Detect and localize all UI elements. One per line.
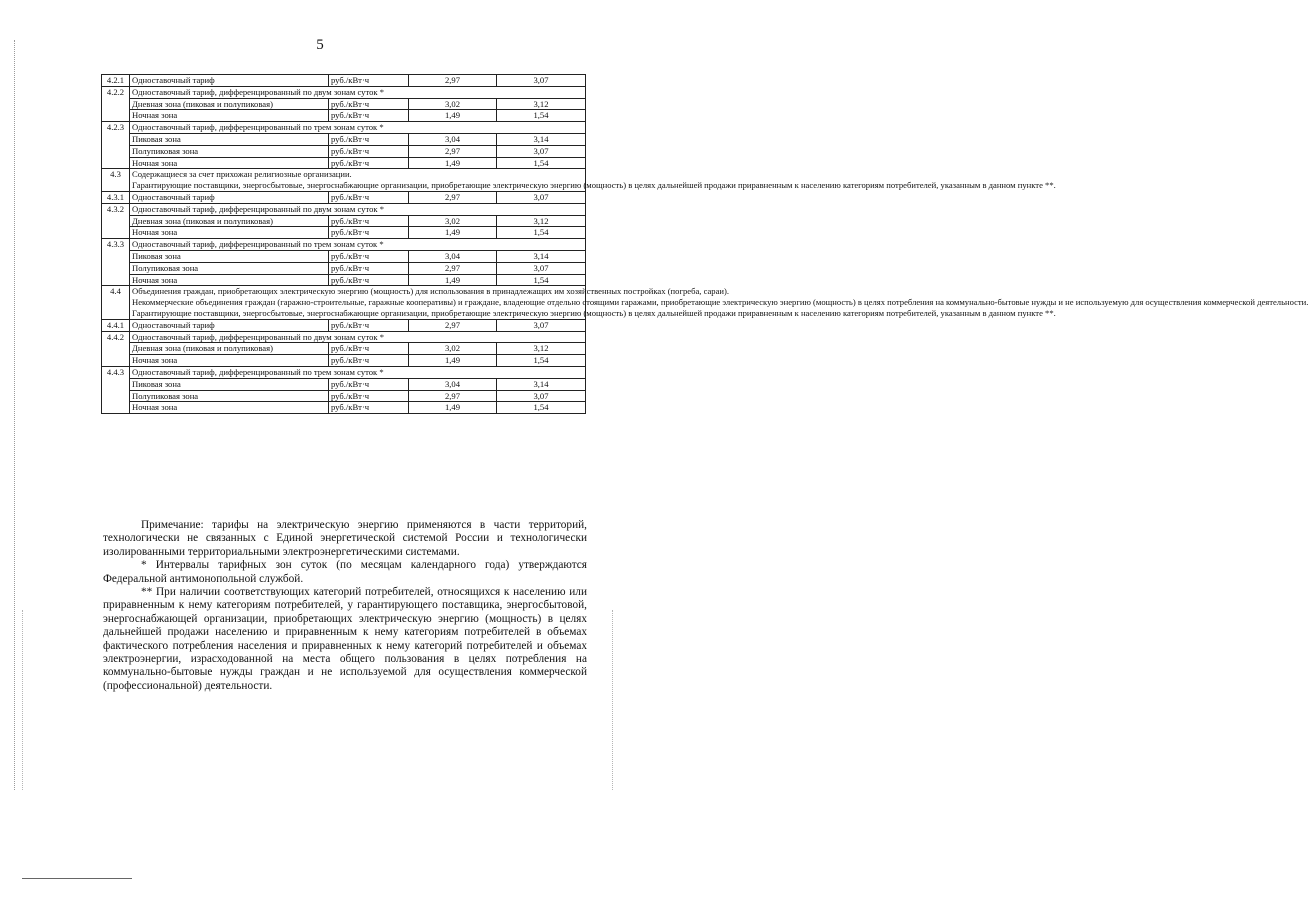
table-row xyxy=(102,203,586,215)
tariff-zone-name: Полупиковая зона xyxy=(130,390,329,402)
tariff-group-heading: Одноставочный тариф, дифференцированный по двум зонам суток * xyxy=(130,203,586,215)
tariff-value-h2: 3,07 xyxy=(497,319,586,331)
row-number: 4.4 xyxy=(102,286,130,319)
table-row xyxy=(102,239,586,251)
table-row xyxy=(102,215,586,227)
table-row xyxy=(102,355,586,367)
tariff-unit: руб./кВт·ч xyxy=(329,145,409,157)
tariff-value-h2: 1,54 xyxy=(497,157,586,169)
tariff-group-heading: Одноставочный тариф, дифференцированный по трем зонам суток * xyxy=(130,366,586,378)
table-row xyxy=(102,343,586,355)
category-paragraph: Некоммерческие объединения граждан (гаражно-строительные, гаражные кооперативы) и граждане, владеющие отдельно стоящими гаражами, приобретающие электрическую энергию (мощность) в целях потребления на коммунально-бытовые нужды и не используемую для осуществления коммерческой деятельности. xyxy=(132,297,1308,308)
table-row xyxy=(102,227,586,239)
table-row xyxy=(102,157,586,169)
tariff-name: Одноставочный тариф xyxy=(130,319,329,331)
tariff-value-h1: 1,49 xyxy=(409,355,497,367)
row-number: 4.4.3 xyxy=(102,366,130,413)
tariff-unit: руб./кВт·ч xyxy=(329,215,409,227)
tariff-value-h1: 2,97 xyxy=(409,390,497,402)
tariff-value-h1: 2,97 xyxy=(409,191,497,203)
tariff-value-h2: 1,54 xyxy=(497,402,586,414)
tariff-name: Одноставочный тариф xyxy=(130,75,329,87)
category-paragraph: Гарантирующие поставщики, энергосбытовые, энергоснабжающие организации, приобретающие электрическую энергию (мощность) в целях дальнейшей продажи приравненным к населению категориям потребителей, указанным в данном пункте **. xyxy=(132,307,1056,318)
table-row xyxy=(102,378,586,390)
tariff-value-h2: 3,07 xyxy=(497,145,586,157)
tariff-value-h2: 1,54 xyxy=(497,227,586,239)
tariff-unit: руб./кВт·ч xyxy=(329,262,409,274)
tariff-group-heading: Одноставочный тариф, дифференцированный по двум зонам суток * xyxy=(130,331,586,343)
tariff-zone-name: Ночная зона xyxy=(130,227,329,239)
tariff-unit: руб./кВт·ч xyxy=(329,355,409,367)
tariff-name: Одноставочный тариф xyxy=(130,191,329,203)
tariff-zone-name: Ночная зона xyxy=(130,157,329,169)
tariff-zone-name: Ночная зона xyxy=(130,402,329,414)
tariff-value-h2: 3,14 xyxy=(497,250,586,262)
table-row xyxy=(102,133,586,145)
page-number: 5 xyxy=(316,37,324,53)
table-row xyxy=(102,319,586,331)
row-number: 4.3.2 xyxy=(102,203,130,238)
category-description xyxy=(130,286,1308,319)
tariff-value-h2: 1,54 xyxy=(497,274,586,286)
scan-margin-line-secondary xyxy=(22,610,24,790)
row-number: 4.2.2 xyxy=(102,86,130,121)
tariff-unit: руб./кВт·ч xyxy=(329,250,409,262)
table-row xyxy=(102,122,586,134)
table-row xyxy=(102,169,586,192)
tariff-zone-name: Пиковая зона xyxy=(130,250,329,262)
tariff-value-h2: 3,12 xyxy=(497,98,586,110)
table-row xyxy=(102,145,586,157)
tariff-unit: руб./кВт·ч xyxy=(329,98,409,110)
tariff-group-heading: Одноставочный тариф, дифференцированный по трем зонам суток * xyxy=(130,122,586,134)
scan-margin-line-right xyxy=(612,610,614,790)
tariff-unit: руб./кВт·ч xyxy=(329,133,409,145)
tariff-zone-name: Полупиковая зона xyxy=(130,145,329,157)
tariff-zone-name: Пиковая зона xyxy=(130,378,329,390)
scan-margin-line xyxy=(14,40,16,790)
tariff-value-h1: 3,02 xyxy=(409,215,497,227)
tariff-value-h1: 2,97 xyxy=(409,145,497,157)
table-row xyxy=(102,110,586,122)
category-paragraph: Объединения граждан, приобретающих электрическую энергию (мощность) для использования в принадлежащих им хозяйственных постройках (погреба, сараи). xyxy=(132,286,730,297)
tariff-zone-name: Полупиковая зона xyxy=(130,262,329,274)
row-number: 4.3.1 xyxy=(102,191,130,203)
tariff-unit: руб./кВт·ч xyxy=(329,402,409,414)
table-row xyxy=(102,286,586,319)
row-number: 4.3 xyxy=(102,169,130,192)
footnote-double-asterisk: ** При наличии соответствующих категорий потребителей, относящихся к населению или приравненным к нему категориям потребителей, у гарантирующего поставщика, энергосбытовой, энергоснабжающей организации, приобретающих электрическую энергию (мощность) в целях дальнейшей продажи населению и приравненным к нему категориям потребителей в объемах фактического потребления населения и приравненных к нему категорий потребителей и объемах электроэнергии, израсходованной на места общего пользования в целях потребления на коммунально-бытовые нужды граждан и не используемой для осуществления коммерческой (профессиональной) деятельности. xyxy=(103,586,587,692)
table-row xyxy=(102,366,586,378)
tariff-zone-name: Дневная зона (пиковая и полупиковая) xyxy=(130,98,329,110)
row-number: 4.2.3 xyxy=(102,122,130,169)
tariff-value-h1: 3,04 xyxy=(409,378,497,390)
row-number: 4.4.1 xyxy=(102,319,130,331)
table-row xyxy=(102,250,586,262)
tariff-unit: руб./кВт·ч xyxy=(329,110,409,122)
note-paragraph: Примечание: тарифы на электрическую энергию применяются в части территорий, технологически не связанных с Единой энергетической системой России и технологически изолированными территориальными электроэнергетическими системами. xyxy=(103,519,587,558)
tariff-zone-name: Дневная зона (пиковая и полупиковая) xyxy=(130,215,329,227)
tariff-value-h2: 3,07 xyxy=(497,191,586,203)
table-row xyxy=(102,98,586,110)
tariff-zone-name: Пиковая зона xyxy=(130,133,329,145)
tariff-value-h2: 1,54 xyxy=(497,110,586,122)
notes-section xyxy=(103,519,587,693)
row-number: 4.2.1 xyxy=(102,75,130,87)
tariff-unit: руб./кВт·ч xyxy=(329,378,409,390)
tariff-unit: руб./кВт·ч xyxy=(329,191,409,203)
table-row xyxy=(102,75,586,87)
tariff-group-heading: Одноставочный тариф, дифференцированный по трем зонам суток * xyxy=(130,239,586,251)
tariff-value-h1: 1,49 xyxy=(409,110,497,122)
tariff-value-h1: 1,49 xyxy=(409,274,497,286)
tariff-unit: руб./кВт·ч xyxy=(329,157,409,169)
tariff-value-h1: 2,97 xyxy=(409,319,497,331)
tariff-table-body xyxy=(102,75,1308,414)
tariff-zone-name: Ночная зона xyxy=(130,110,329,122)
row-number: 4.3.3 xyxy=(102,239,130,286)
table-row xyxy=(102,390,586,402)
tariff-value-h1: 2,97 xyxy=(409,262,497,274)
tariff-value-h2: 1,54 xyxy=(497,355,586,367)
tariff-value-h2: 3,14 xyxy=(497,378,586,390)
tariff-unit: руб./кВт·ч xyxy=(329,319,409,331)
tariff-value-h2: 3,12 xyxy=(497,215,586,227)
tariff-value-h1: 2,97 xyxy=(409,75,497,87)
table-row xyxy=(102,331,586,343)
tariff-value-h1: 3,02 xyxy=(409,98,497,110)
tariff-unit: руб./кВт·ч xyxy=(329,390,409,402)
tariff-group-heading: Одноставочный тариф, дифференцированный по двум зонам суток * xyxy=(130,86,586,98)
tariff-value-h2: 3,12 xyxy=(497,343,586,355)
tariff-value-h1: 1,49 xyxy=(409,157,497,169)
tariff-value-h2: 3,07 xyxy=(497,390,586,402)
tariff-value-h2: 3,14 xyxy=(497,133,586,145)
table-row xyxy=(102,402,586,414)
category-description xyxy=(130,169,1056,192)
tariff-value-h2: 3,07 xyxy=(497,75,586,87)
tariff-zone-name: Ночная зона xyxy=(130,355,329,367)
row-number: 4.4.2 xyxy=(102,331,130,366)
tariff-value-h1: 1,49 xyxy=(409,227,497,239)
category-paragraph: Гарантирующие поставщики, энергосбытовые, энергоснабжающие организации, приобретающие электрическую энергию (мощность) в целях дальнейшей продажи приравненным к населению категориям потребителей, указанным в данном пункте **. xyxy=(132,180,1056,191)
table-row xyxy=(102,262,586,274)
tariff-value-h2: 3,07 xyxy=(497,262,586,274)
table-row xyxy=(102,191,586,203)
footer-rule xyxy=(22,878,132,879)
tariff-table xyxy=(101,74,1308,414)
table-row xyxy=(102,86,586,98)
tariff-zone-name: Дневная зона (пиковая и полупиковая) xyxy=(130,343,329,355)
footnote-single-asterisk: * Интервалы тарифных зон суток (по месяцам календарного года) утверждаются Федеральной антимонопольной службой. xyxy=(103,559,587,585)
tariff-value-h1: 3,02 xyxy=(409,343,497,355)
tariff-unit: руб./кВт·ч xyxy=(329,343,409,355)
tariff-value-h1: 3,04 xyxy=(409,250,497,262)
tariff-value-h1: 1,49 xyxy=(409,402,497,414)
tariff-zone-name: Ночная зона xyxy=(130,274,329,286)
tariff-unit: руб./кВт·ч xyxy=(329,75,409,87)
tariff-unit: руб./кВт·ч xyxy=(329,274,409,286)
tariff-unit: руб./кВт·ч xyxy=(329,227,409,239)
tariff-value-h1: 3,04 xyxy=(409,133,497,145)
table-row xyxy=(102,274,586,286)
category-paragraph: Содержащиеся за счет прихожан религиозные организации. xyxy=(132,169,352,180)
